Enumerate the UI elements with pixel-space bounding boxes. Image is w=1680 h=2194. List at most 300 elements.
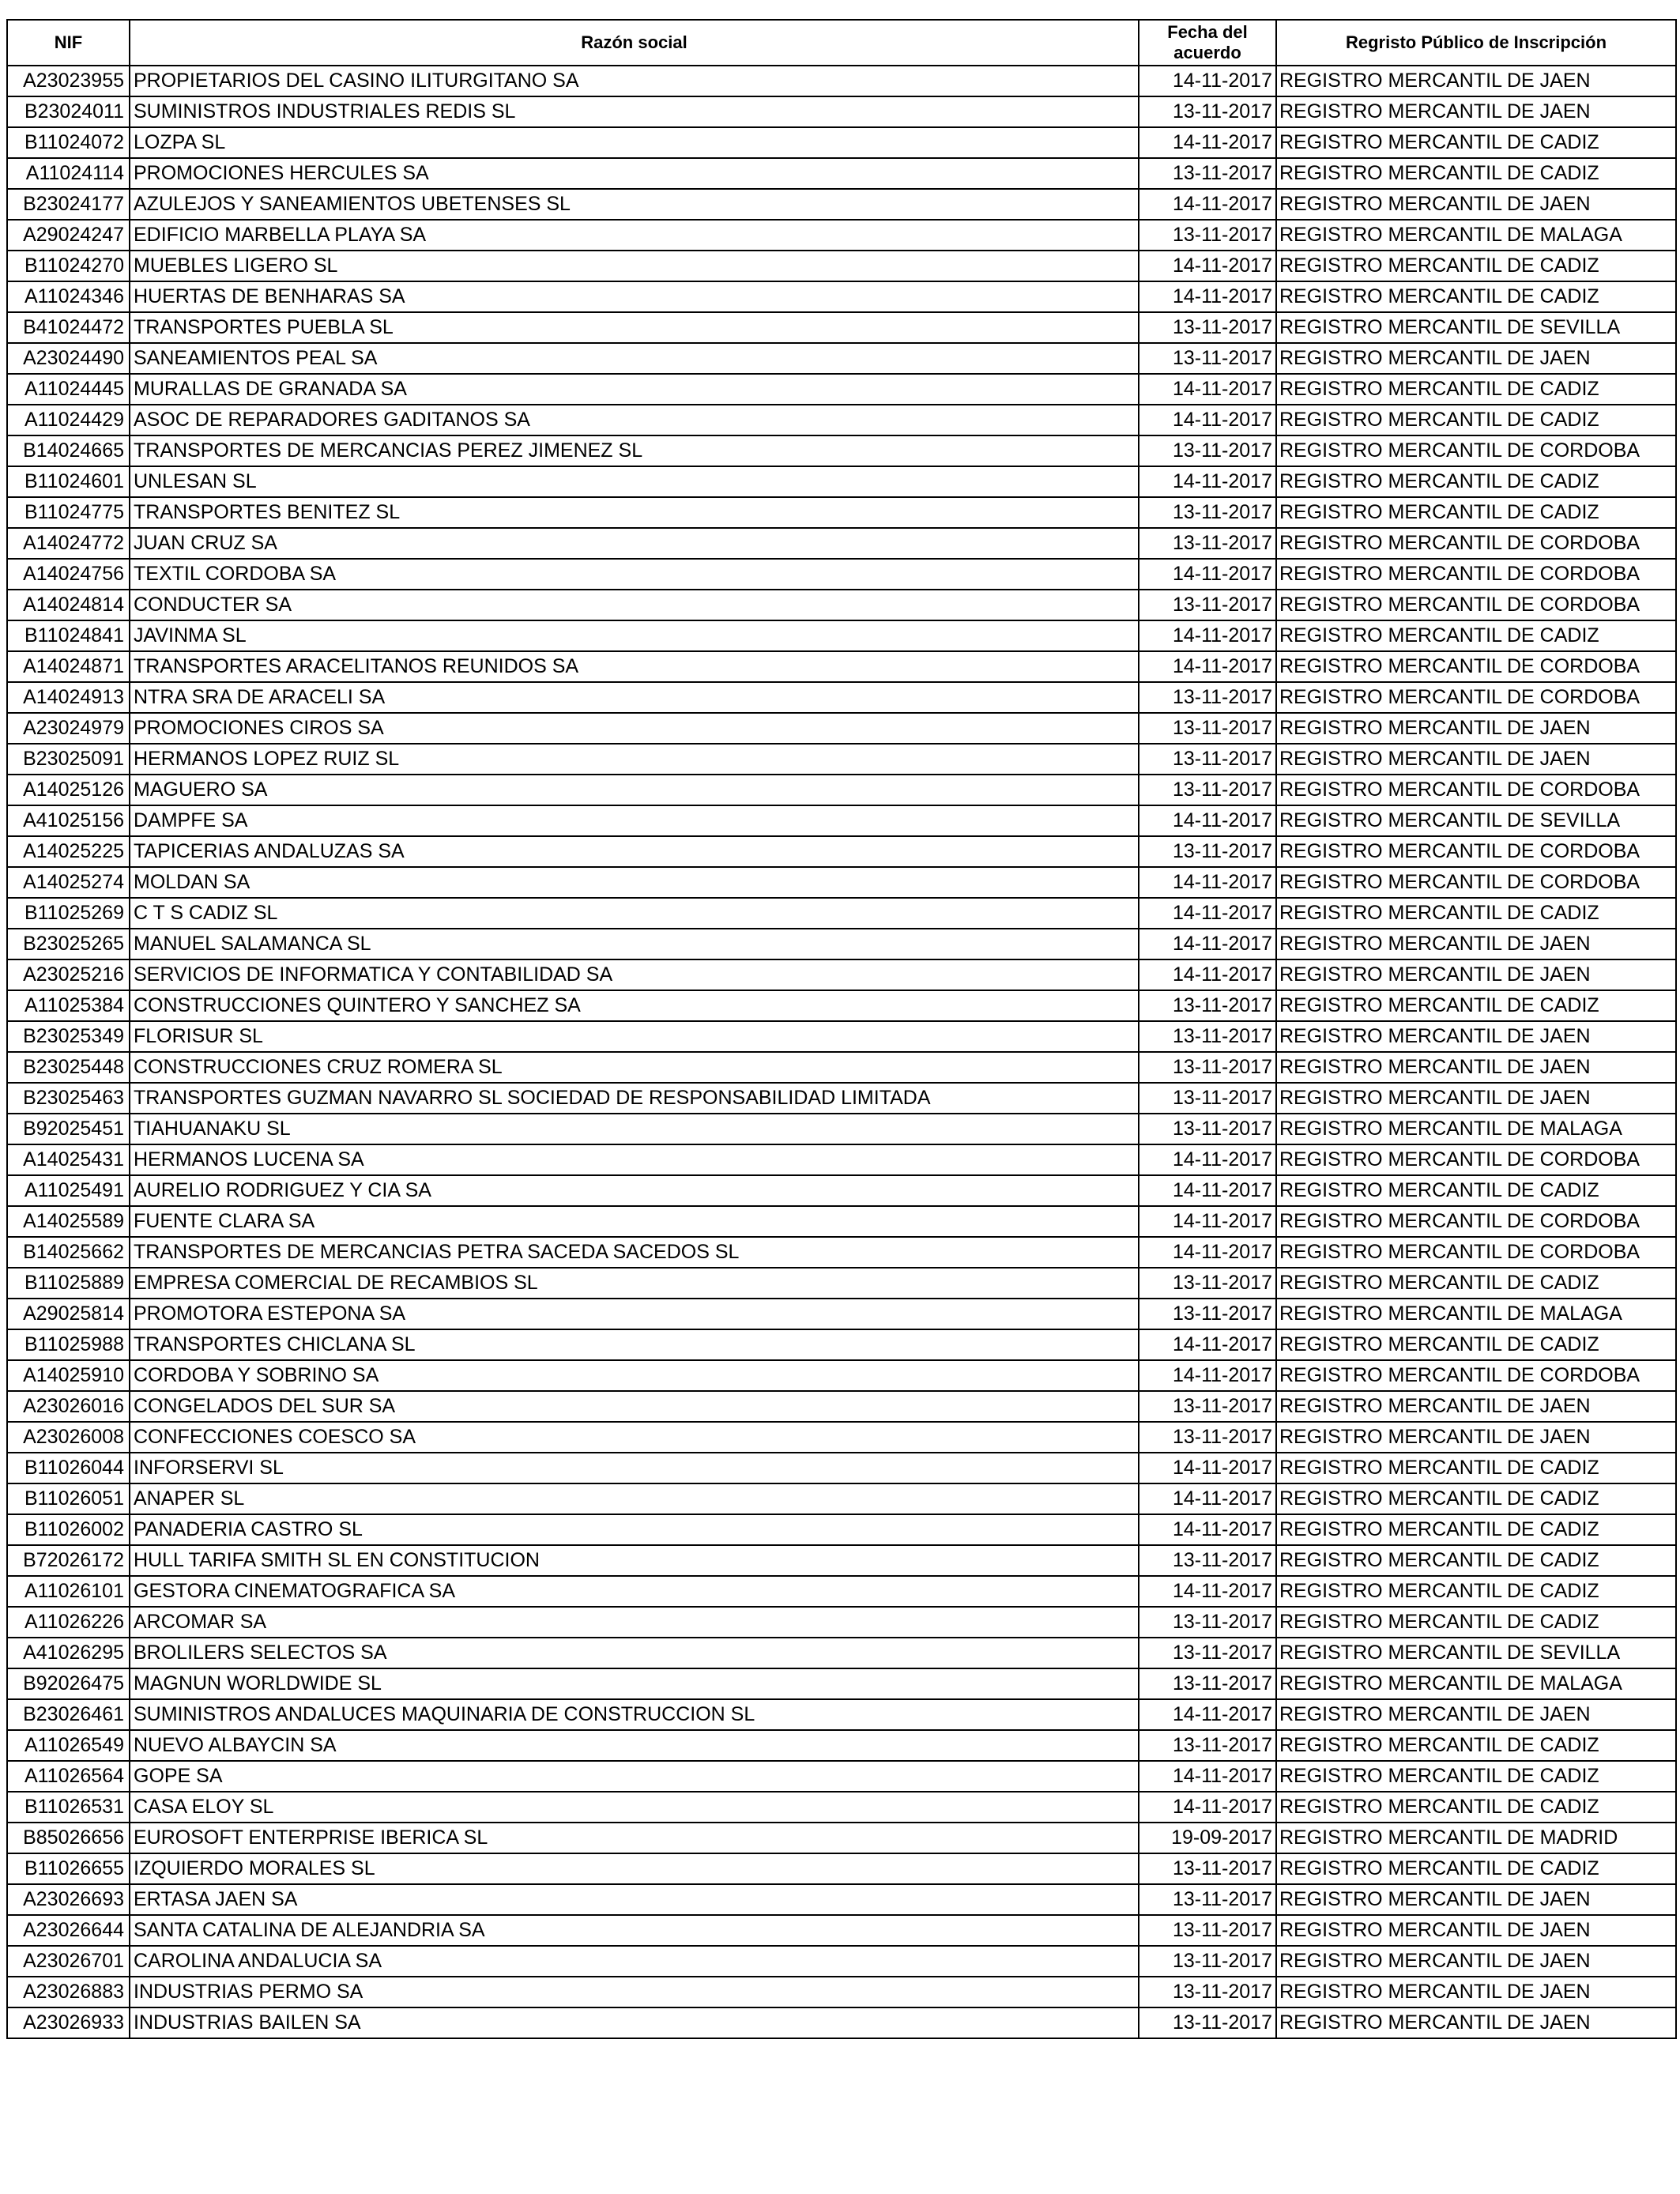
table-row	[7, 1360, 1676, 1391]
nif-cell: B92025451	[7, 1114, 130, 1144]
date-cell: 14-11-2017	[1139, 1792, 1276, 1823]
table-row	[7, 651, 1676, 682]
nif-cell: B11024270	[7, 251, 130, 281]
date-cell: 14-11-2017	[1139, 929, 1276, 959]
table-row	[7, 528, 1676, 559]
nif-cell: A23026693	[7, 1884, 130, 1915]
name-cell: TRANSPORTES BENITEZ SL	[130, 497, 1139, 528]
date-cell: 13-11-2017	[1139, 312, 1276, 343]
date-cell: 13-11-2017	[1139, 1391, 1276, 1422]
registry-cell: REGISTRO MERCANTIL DE JAEN	[1276, 189, 1676, 220]
date-cell: 13-11-2017	[1139, 1915, 1276, 1946]
date-cell: 14-11-2017	[1139, 1483, 1276, 1514]
registry-cell: REGISTRO MERCANTIL DE CADIZ	[1276, 1453, 1676, 1483]
table-row	[7, 127, 1676, 158]
nif-cell: A14024772	[7, 528, 130, 559]
name-cell: INDUSTRIAS BAILEN SA	[130, 2007, 1139, 2038]
nif-cell: B23024177	[7, 189, 130, 220]
date-cell: 13-11-2017	[1139, 682, 1276, 713]
table-row	[7, 1422, 1676, 1453]
table-row	[7, 1206, 1676, 1237]
nif-cell: B23025463	[7, 1083, 130, 1114]
table-row	[7, 281, 1676, 312]
table-row	[7, 1268, 1676, 1299]
table-row	[7, 805, 1676, 836]
date-cell: 13-11-2017	[1139, 990, 1276, 1021]
registry-cell: REGISTRO MERCANTIL DE MALAGA	[1276, 1668, 1676, 1699]
table-row	[7, 1761, 1676, 1792]
date-cell: 13-11-2017	[1139, 96, 1276, 127]
registry-cell: REGISTRO MERCANTIL DE CORDOBA	[1276, 1144, 1676, 1175]
header-date	[1139, 20, 1276, 66]
name-cell: CONGELADOS DEL SUR SA	[130, 1391, 1139, 1422]
registry-cell: REGISTRO MERCANTIL DE CORDOBA	[1276, 682, 1676, 713]
registry-cell: REGISTRO MERCANTIL DE JAEN	[1276, 343, 1676, 374]
registry-cell: REGISTRO MERCANTIL DE CADIZ	[1276, 990, 1676, 1021]
company-registry-table	[6, 19, 1677, 2039]
nif-cell: A14025225	[7, 836, 130, 867]
name-cell: DAMPFE SA	[130, 805, 1139, 836]
nif-cell: A23024490	[7, 343, 130, 374]
table-body	[7, 66, 1676, 2038]
nif-cell: B92026475	[7, 1668, 130, 1699]
date-cell: 14-11-2017	[1139, 1514, 1276, 1545]
date-cell: 14-11-2017	[1139, 1329, 1276, 1360]
registry-cell: REGISTRO MERCANTIL DE JAEN	[1276, 96, 1676, 127]
registry-cell: REGISTRO MERCANTIL DE CADIZ	[1276, 1483, 1676, 1514]
table-row	[7, 713, 1676, 744]
table-row	[7, 559, 1676, 590]
registry-cell: REGISTRO MERCANTIL DE JAEN	[1276, 1083, 1676, 1114]
nif-cell: A14024756	[7, 559, 130, 590]
date-cell: 14-11-2017	[1139, 1453, 1276, 1483]
registry-cell: REGISTRO MERCANTIL DE CORDOBA	[1276, 1237, 1676, 1268]
nif-cell: B11024072	[7, 127, 130, 158]
name-cell: SERVICIOS DE INFORMATICA Y CONTABILIDAD SA	[130, 959, 1139, 990]
table-row	[7, 744, 1676, 775]
date-cell: 13-11-2017	[1139, 2007, 1276, 2038]
registry-cell: REGISTRO MERCANTIL DE CORDOBA	[1276, 590, 1676, 620]
registry-cell: REGISTRO MERCANTIL DE SEVILLA	[1276, 805, 1676, 836]
nif-cell: B11025269	[7, 898, 130, 929]
name-cell: INFORSERVI SL	[130, 1453, 1139, 1483]
name-cell: IZQUIERDO MORALES SL	[130, 1853, 1139, 1884]
date-cell: 13-11-2017	[1139, 1884, 1276, 1915]
name-cell: CASA ELOY SL	[130, 1792, 1139, 1823]
name-cell: MUEBLES LIGERO SL	[130, 251, 1139, 281]
date-cell: 14-11-2017	[1139, 805, 1276, 836]
nif-cell: A11024114	[7, 158, 130, 189]
registry-cell: REGISTRO MERCANTIL DE CORDOBA	[1276, 775, 1676, 805]
name-cell: CONDUCTER SA	[130, 590, 1139, 620]
name-cell: ERTASA JAEN SA	[130, 1884, 1139, 1915]
registry-cell: REGISTRO MERCANTIL DE CADIZ	[1276, 251, 1676, 281]
name-cell: PANADERIA CASTRO SL	[130, 1514, 1139, 1545]
nif-cell: B23025091	[7, 744, 130, 775]
nif-cell: B23025265	[7, 929, 130, 959]
registry-cell: REGISTRO MERCANTIL DE CADIZ	[1276, 281, 1676, 312]
date-cell: 14-11-2017	[1139, 281, 1276, 312]
registry-cell: REGISTRO MERCANTIL DE JAEN	[1276, 929, 1676, 959]
registry-cell: REGISTRO MERCANTIL DE JAEN	[1276, 66, 1676, 96]
table-row	[7, 1915, 1676, 1946]
name-cell: SUMINISTROS INDUSTRIALES REDIS SL	[130, 96, 1139, 127]
nif-cell: A23023955	[7, 66, 130, 96]
registry-cell: REGISTRO MERCANTIL DE CADIZ	[1276, 1268, 1676, 1299]
date-cell: 14-11-2017	[1139, 620, 1276, 651]
nif-cell: A23025216	[7, 959, 130, 990]
registry-cell: REGISTRO MERCANTIL DE CADIZ	[1276, 1853, 1676, 1884]
registry-cell: REGISTRO MERCANTIL DE CADIZ	[1276, 405, 1676, 435]
name-cell: TRANSPORTES DE MERCANCIAS PEREZ JIMENEZ SL	[130, 435, 1139, 466]
registry-cell: REGISTRO MERCANTIL DE CADIZ	[1276, 1545, 1676, 1576]
name-cell: LOZPA SL	[130, 127, 1139, 158]
table-row	[7, 1299, 1676, 1329]
registry-cell: REGISTRO MERCANTIL DE CADIZ	[1276, 1514, 1676, 1545]
registry-cell: REGISTRO MERCANTIL DE CADIZ	[1276, 374, 1676, 405]
table-header-row	[7, 20, 1676, 66]
nif-cell: A11026549	[7, 1730, 130, 1761]
date-cell: 13-11-2017	[1139, 1299, 1276, 1329]
date-cell: 13-11-2017	[1139, 343, 1276, 374]
nif-cell: A41026295	[7, 1638, 130, 1668]
name-cell: MAGUERO SA	[130, 775, 1139, 805]
name-cell: SANEAMIENTOS PEAL SA	[130, 343, 1139, 374]
date-cell: 13-11-2017	[1139, 775, 1276, 805]
nif-cell: B11026531	[7, 1792, 130, 1823]
nif-cell: B85026656	[7, 1823, 130, 1853]
date-cell: 13-11-2017	[1139, 1607, 1276, 1638]
date-cell: 14-11-2017	[1139, 1360, 1276, 1391]
table-row	[7, 1607, 1676, 1638]
name-cell: TIAHUANAKU SL	[130, 1114, 1139, 1144]
nif-cell: A11026226	[7, 1607, 130, 1638]
table-row	[7, 220, 1676, 251]
date-cell: 13-11-2017	[1139, 435, 1276, 466]
name-cell: MOLDAN SA	[130, 867, 1139, 898]
registry-cell: REGISTRO MERCANTIL DE CORDOBA	[1276, 867, 1676, 898]
table-row	[7, 405, 1676, 435]
header-nif: NIF	[7, 20, 130, 66]
registry-cell: REGISTRO MERCANTIL DE CORDOBA	[1276, 836, 1676, 867]
nif-cell: B23026461	[7, 1699, 130, 1730]
table-row	[7, 96, 1676, 127]
nif-cell: A14024814	[7, 590, 130, 620]
nif-cell: B11024775	[7, 497, 130, 528]
nif-cell: A11025491	[7, 1175, 130, 1206]
name-cell: TRANSPORTES GUZMAN NAVARRO SL SOCIEDAD DE RESPONSABILIDAD LIMITADA	[130, 1083, 1139, 1114]
table-row	[7, 959, 1676, 990]
registry-cell: REGISTRO MERCANTIL DE MALAGA	[1276, 220, 1676, 251]
table-row	[7, 1144, 1676, 1175]
name-cell: MANUEL SALAMANCA SL	[130, 929, 1139, 959]
name-cell: CONSTRUCCIONES CRUZ ROMERA SL	[130, 1052, 1139, 1083]
nif-cell: A23026644	[7, 1915, 130, 1946]
registry-cell: REGISTRO MERCANTIL DE CORDOBA	[1276, 1206, 1676, 1237]
registry-cell: REGISTRO MERCANTIL DE SEVILLA	[1276, 312, 1676, 343]
table-row	[7, 158, 1676, 189]
nif-cell: A14025589	[7, 1206, 130, 1237]
table-row	[7, 1329, 1676, 1360]
table-row	[7, 1052, 1676, 1083]
name-cell: UNLESAN SL	[130, 466, 1139, 497]
date-cell: 14-11-2017	[1139, 1576, 1276, 1607]
name-cell: TEXTIL CORDOBA SA	[130, 559, 1139, 590]
nif-cell: B23024011	[7, 96, 130, 127]
nif-cell: A23026933	[7, 2007, 130, 2038]
nif-cell: A23024979	[7, 713, 130, 744]
nif-cell: A14025126	[7, 775, 130, 805]
name-cell: MURALLAS DE GRANADA SA	[130, 374, 1139, 405]
nif-cell: A23026008	[7, 1422, 130, 1453]
date-cell: 13-11-2017	[1139, 744, 1276, 775]
registry-cell: REGISTRO MERCANTIL DE CADIZ	[1276, 1175, 1676, 1206]
name-cell: NTRA SRA DE ARACELI SA	[130, 682, 1139, 713]
name-cell: MAGNUN WORLDWIDE SL	[130, 1668, 1139, 1699]
name-cell: CORDOBA Y SOBRINO SA	[130, 1360, 1139, 1391]
nif-cell: A11024429	[7, 405, 130, 435]
registry-cell: REGISTRO MERCANTIL DE CADIZ	[1276, 466, 1676, 497]
registry-cell: REGISTRO MERCANTIL DE CADIZ	[1276, 1576, 1676, 1607]
date-cell: 13-11-2017	[1139, 1052, 1276, 1083]
nif-cell: A23026016	[7, 1391, 130, 1422]
table-row	[7, 1668, 1676, 1699]
nif-cell: B11025889	[7, 1268, 130, 1299]
table-row	[7, 929, 1676, 959]
date-cell: 13-11-2017	[1139, 1638, 1276, 1668]
date-cell: 13-11-2017	[1139, 1977, 1276, 2007]
nif-cell: B11026002	[7, 1514, 130, 1545]
header-date-line1: Fecha del	[1167, 22, 1248, 42]
registry-cell: REGISTRO MERCANTIL DE MALAGA	[1276, 1114, 1676, 1144]
date-cell: 13-11-2017	[1139, 1114, 1276, 1144]
registry-cell: REGISTRO MERCANTIL DE JAEN	[1276, 1052, 1676, 1083]
registry-cell: REGISTRO MERCANTIL DE CADIZ	[1276, 1607, 1676, 1638]
registry-cell: REGISTRO MERCANTIL DE JAEN	[1276, 1699, 1676, 1730]
registry-cell: REGISTRO MERCANTIL DE JAEN	[1276, 713, 1676, 744]
name-cell: TRANSPORTES PUEBLA SL	[130, 312, 1139, 343]
name-cell: CAROLINA ANDALUCIA SA	[130, 1946, 1139, 1977]
name-cell: HUERTAS DE BENHARAS SA	[130, 281, 1139, 312]
nif-cell: B11026044	[7, 1453, 130, 1483]
registry-cell: REGISTRO MERCANTIL DE CADIZ	[1276, 620, 1676, 651]
registry-cell: REGISTRO MERCANTIL DE CADIZ	[1276, 1792, 1676, 1823]
date-cell: 14-11-2017	[1139, 1144, 1276, 1175]
name-cell: C T S CADIZ SL	[130, 898, 1139, 929]
name-cell: PROMOCIONES CIROS SA	[130, 713, 1139, 744]
registry-cell: REGISTRO MERCANTIL DE JAEN	[1276, 1915, 1676, 1946]
date-cell: 14-11-2017	[1139, 466, 1276, 497]
nif-cell: A14025431	[7, 1144, 130, 1175]
table-row	[7, 867, 1676, 898]
date-cell: 14-11-2017	[1139, 127, 1276, 158]
name-cell: ASOC DE REPARADORES GADITANOS SA	[130, 405, 1139, 435]
table-row	[7, 312, 1676, 343]
table-row	[7, 898, 1676, 929]
nif-cell: A11024346	[7, 281, 130, 312]
header-registry: Regristo Público de Inscripción	[1276, 20, 1676, 66]
table-row	[7, 1391, 1676, 1422]
name-cell: HERMANOS LUCENA SA	[130, 1144, 1139, 1175]
name-cell: CONSTRUCCIONES QUINTERO Y SANCHEZ SA	[130, 990, 1139, 1021]
registry-cell: REGISTRO MERCANTIL DE JAEN	[1276, 959, 1676, 990]
table-row	[7, 1545, 1676, 1576]
name-cell: EMPRESA COMERCIAL DE RECAMBIOS SL	[130, 1268, 1139, 1299]
date-cell: 13-11-2017	[1139, 1668, 1276, 1699]
date-cell: 14-11-2017	[1139, 1175, 1276, 1206]
name-cell: SUMINISTROS ANDALUCES MAQUINARIA DE CONSTRUCCION SL	[130, 1699, 1139, 1730]
table-row	[7, 1237, 1676, 1268]
registry-cell: REGISTRO MERCANTIL DE JAEN	[1276, 1977, 1676, 2007]
name-cell: TRANSPORTES CHICLANA SL	[130, 1329, 1139, 1360]
name-cell: PROPIETARIOS DEL CASINO ILITURGITANO SA	[130, 66, 1139, 96]
registry-cell: REGISTRO MERCANTIL DE CORDOBA	[1276, 1360, 1676, 1391]
table-row	[7, 343, 1676, 374]
registry-cell: REGISTRO MERCANTIL DE JAEN	[1276, 1946, 1676, 1977]
table-row	[7, 1638, 1676, 1668]
nif-cell: B14024665	[7, 435, 130, 466]
name-cell: GESTORA CINEMATOGRAFICA SA	[130, 1576, 1139, 1607]
table-row	[7, 590, 1676, 620]
table-row	[7, 620, 1676, 651]
name-cell: EUROSOFT ENTERPRISE IBERICA SL	[130, 1823, 1139, 1853]
table-row	[7, 374, 1676, 405]
table-row	[7, 775, 1676, 805]
date-cell: 14-11-2017	[1139, 251, 1276, 281]
table-row	[7, 1175, 1676, 1206]
table-row	[7, 189, 1676, 220]
registry-cell: REGISTRO MERCANTIL DE JAEN	[1276, 744, 1676, 775]
date-cell: 19-09-2017	[1139, 1823, 1276, 1853]
table-row	[7, 497, 1676, 528]
date-cell: 13-11-2017	[1139, 497, 1276, 528]
date-cell: 14-11-2017	[1139, 651, 1276, 682]
nif-cell: A11026564	[7, 1761, 130, 1792]
name-cell: EDIFICIO MARBELLA PLAYA SA	[130, 220, 1139, 251]
nif-cell: B11026655	[7, 1853, 130, 1884]
nif-cell: B11026051	[7, 1483, 130, 1514]
registry-cell: REGISTRO MERCANTIL DE CORDOBA	[1276, 528, 1676, 559]
registry-cell: REGISTRO MERCANTIL DE CADIZ	[1276, 497, 1676, 528]
date-cell: 14-11-2017	[1139, 405, 1276, 435]
date-cell: 13-11-2017	[1139, 1083, 1276, 1114]
table-row	[7, 435, 1676, 466]
table-row	[7, 1576, 1676, 1607]
nif-cell: B23025448	[7, 1052, 130, 1083]
name-cell: NUEVO ALBAYCIN SA	[130, 1730, 1139, 1761]
date-cell: 13-11-2017	[1139, 1422, 1276, 1453]
name-cell: HULL TARIFA SMITH SL EN CONSTITUCION	[130, 1545, 1139, 1576]
name-cell: HERMANOS LOPEZ RUIZ SL	[130, 744, 1139, 775]
date-cell: 14-11-2017	[1139, 1237, 1276, 1268]
name-cell: GOPE SA	[130, 1761, 1139, 1792]
nif-cell: A14025274	[7, 867, 130, 898]
nif-cell: A29024247	[7, 220, 130, 251]
name-cell: INDUSTRIAS PERMO SA	[130, 1977, 1139, 2007]
nif-cell: A41025156	[7, 805, 130, 836]
date-cell: 13-11-2017	[1139, 1545, 1276, 1576]
name-cell: PROMOCIONES HERCULES SA	[130, 158, 1139, 189]
table-row	[7, 1792, 1676, 1823]
nif-cell: A23026883	[7, 1977, 130, 2007]
table-row	[7, 1453, 1676, 1483]
nif-cell: A11024445	[7, 374, 130, 405]
registry-cell: REGISTRO MERCANTIL DE JAEN	[1276, 2007, 1676, 2038]
table-row	[7, 466, 1676, 497]
registry-cell: REGISTRO MERCANTIL DE CADIZ	[1276, 158, 1676, 189]
name-cell: AURELIO RODRIGUEZ Y CIA SA	[130, 1175, 1139, 1206]
table-row	[7, 1884, 1676, 1915]
nif-cell: A11025384	[7, 990, 130, 1021]
nif-cell: A14025910	[7, 1360, 130, 1391]
date-cell: 14-11-2017	[1139, 559, 1276, 590]
name-cell: ANAPER SL	[130, 1483, 1139, 1514]
date-cell: 13-11-2017	[1139, 1021, 1276, 1052]
name-cell: SANTA CATALINA DE ALEJANDRIA SA	[130, 1915, 1139, 1946]
registry-cell: REGISTRO MERCANTIL DE CADIZ	[1276, 898, 1676, 929]
table-row	[7, 251, 1676, 281]
date-cell: 14-11-2017	[1139, 898, 1276, 929]
nif-cell: A11026101	[7, 1576, 130, 1607]
table-row	[7, 1114, 1676, 1144]
nif-cell: B41024472	[7, 312, 130, 343]
nif-cell: B14025662	[7, 1237, 130, 1268]
table-row	[7, 1977, 1676, 2007]
header-date-line2: acuerdo	[1173, 43, 1241, 62]
table-row	[7, 1083, 1676, 1114]
name-cell: JAVINMA SL	[130, 620, 1139, 651]
table-row	[7, 1514, 1676, 1545]
header-name: Razón social	[130, 20, 1139, 66]
registry-cell: REGISTRO MERCANTIL DE MADRID	[1276, 1823, 1676, 1853]
table-row	[7, 66, 1676, 96]
table-row	[7, 1853, 1676, 1884]
name-cell: ARCOMAR SA	[130, 1607, 1139, 1638]
date-cell: 14-11-2017	[1139, 959, 1276, 990]
date-cell: 14-11-2017	[1139, 1699, 1276, 1730]
date-cell: 13-11-2017	[1139, 528, 1276, 559]
date-cell: 13-11-2017	[1139, 1853, 1276, 1884]
name-cell: BROLILERS SELECTOS SA	[130, 1638, 1139, 1668]
name-cell: PROMOTORA ESTEPONA SA	[130, 1299, 1139, 1329]
date-cell: 14-11-2017	[1139, 374, 1276, 405]
table-row	[7, 1730, 1676, 1761]
registry-cell: REGISTRO MERCANTIL DE JAEN	[1276, 1391, 1676, 1422]
name-cell: TRANSPORTES DE MERCANCIAS PETRA SACEDA SACEDOS SL	[130, 1237, 1139, 1268]
name-cell: FUENTE CLARA SA	[130, 1206, 1139, 1237]
registry-cell: REGISTRO MERCANTIL DE CADIZ	[1276, 127, 1676, 158]
registry-cell: REGISTRO MERCANTIL DE JAEN	[1276, 1021, 1676, 1052]
nif-cell: A23026701	[7, 1946, 130, 1977]
date-cell: 14-11-2017	[1139, 867, 1276, 898]
name-cell: AZULEJOS Y SANEAMIENTOS UBETENSES SL	[130, 189, 1139, 220]
table-row	[7, 836, 1676, 867]
date-cell: 14-11-2017	[1139, 1761, 1276, 1792]
date-cell: 13-11-2017	[1139, 590, 1276, 620]
table-row	[7, 990, 1676, 1021]
registry-cell: REGISTRO MERCANTIL DE CADIZ	[1276, 1761, 1676, 1792]
date-cell: 14-11-2017	[1139, 66, 1276, 96]
name-cell: JUAN CRUZ SA	[130, 528, 1139, 559]
nif-cell: B11024841	[7, 620, 130, 651]
nif-cell: A14024913	[7, 682, 130, 713]
registry-cell: REGISTRO MERCANTIL DE MALAGA	[1276, 1299, 1676, 1329]
name-cell: TRANSPORTES ARACELITANOS REUNIDOS SA	[130, 651, 1139, 682]
date-cell: 14-11-2017	[1139, 1206, 1276, 1237]
registry-cell: REGISTRO MERCANTIL DE SEVILLA	[1276, 1638, 1676, 1668]
registry-cell: REGISTRO MERCANTIL DE JAEN	[1276, 1422, 1676, 1453]
table-row	[7, 1483, 1676, 1514]
